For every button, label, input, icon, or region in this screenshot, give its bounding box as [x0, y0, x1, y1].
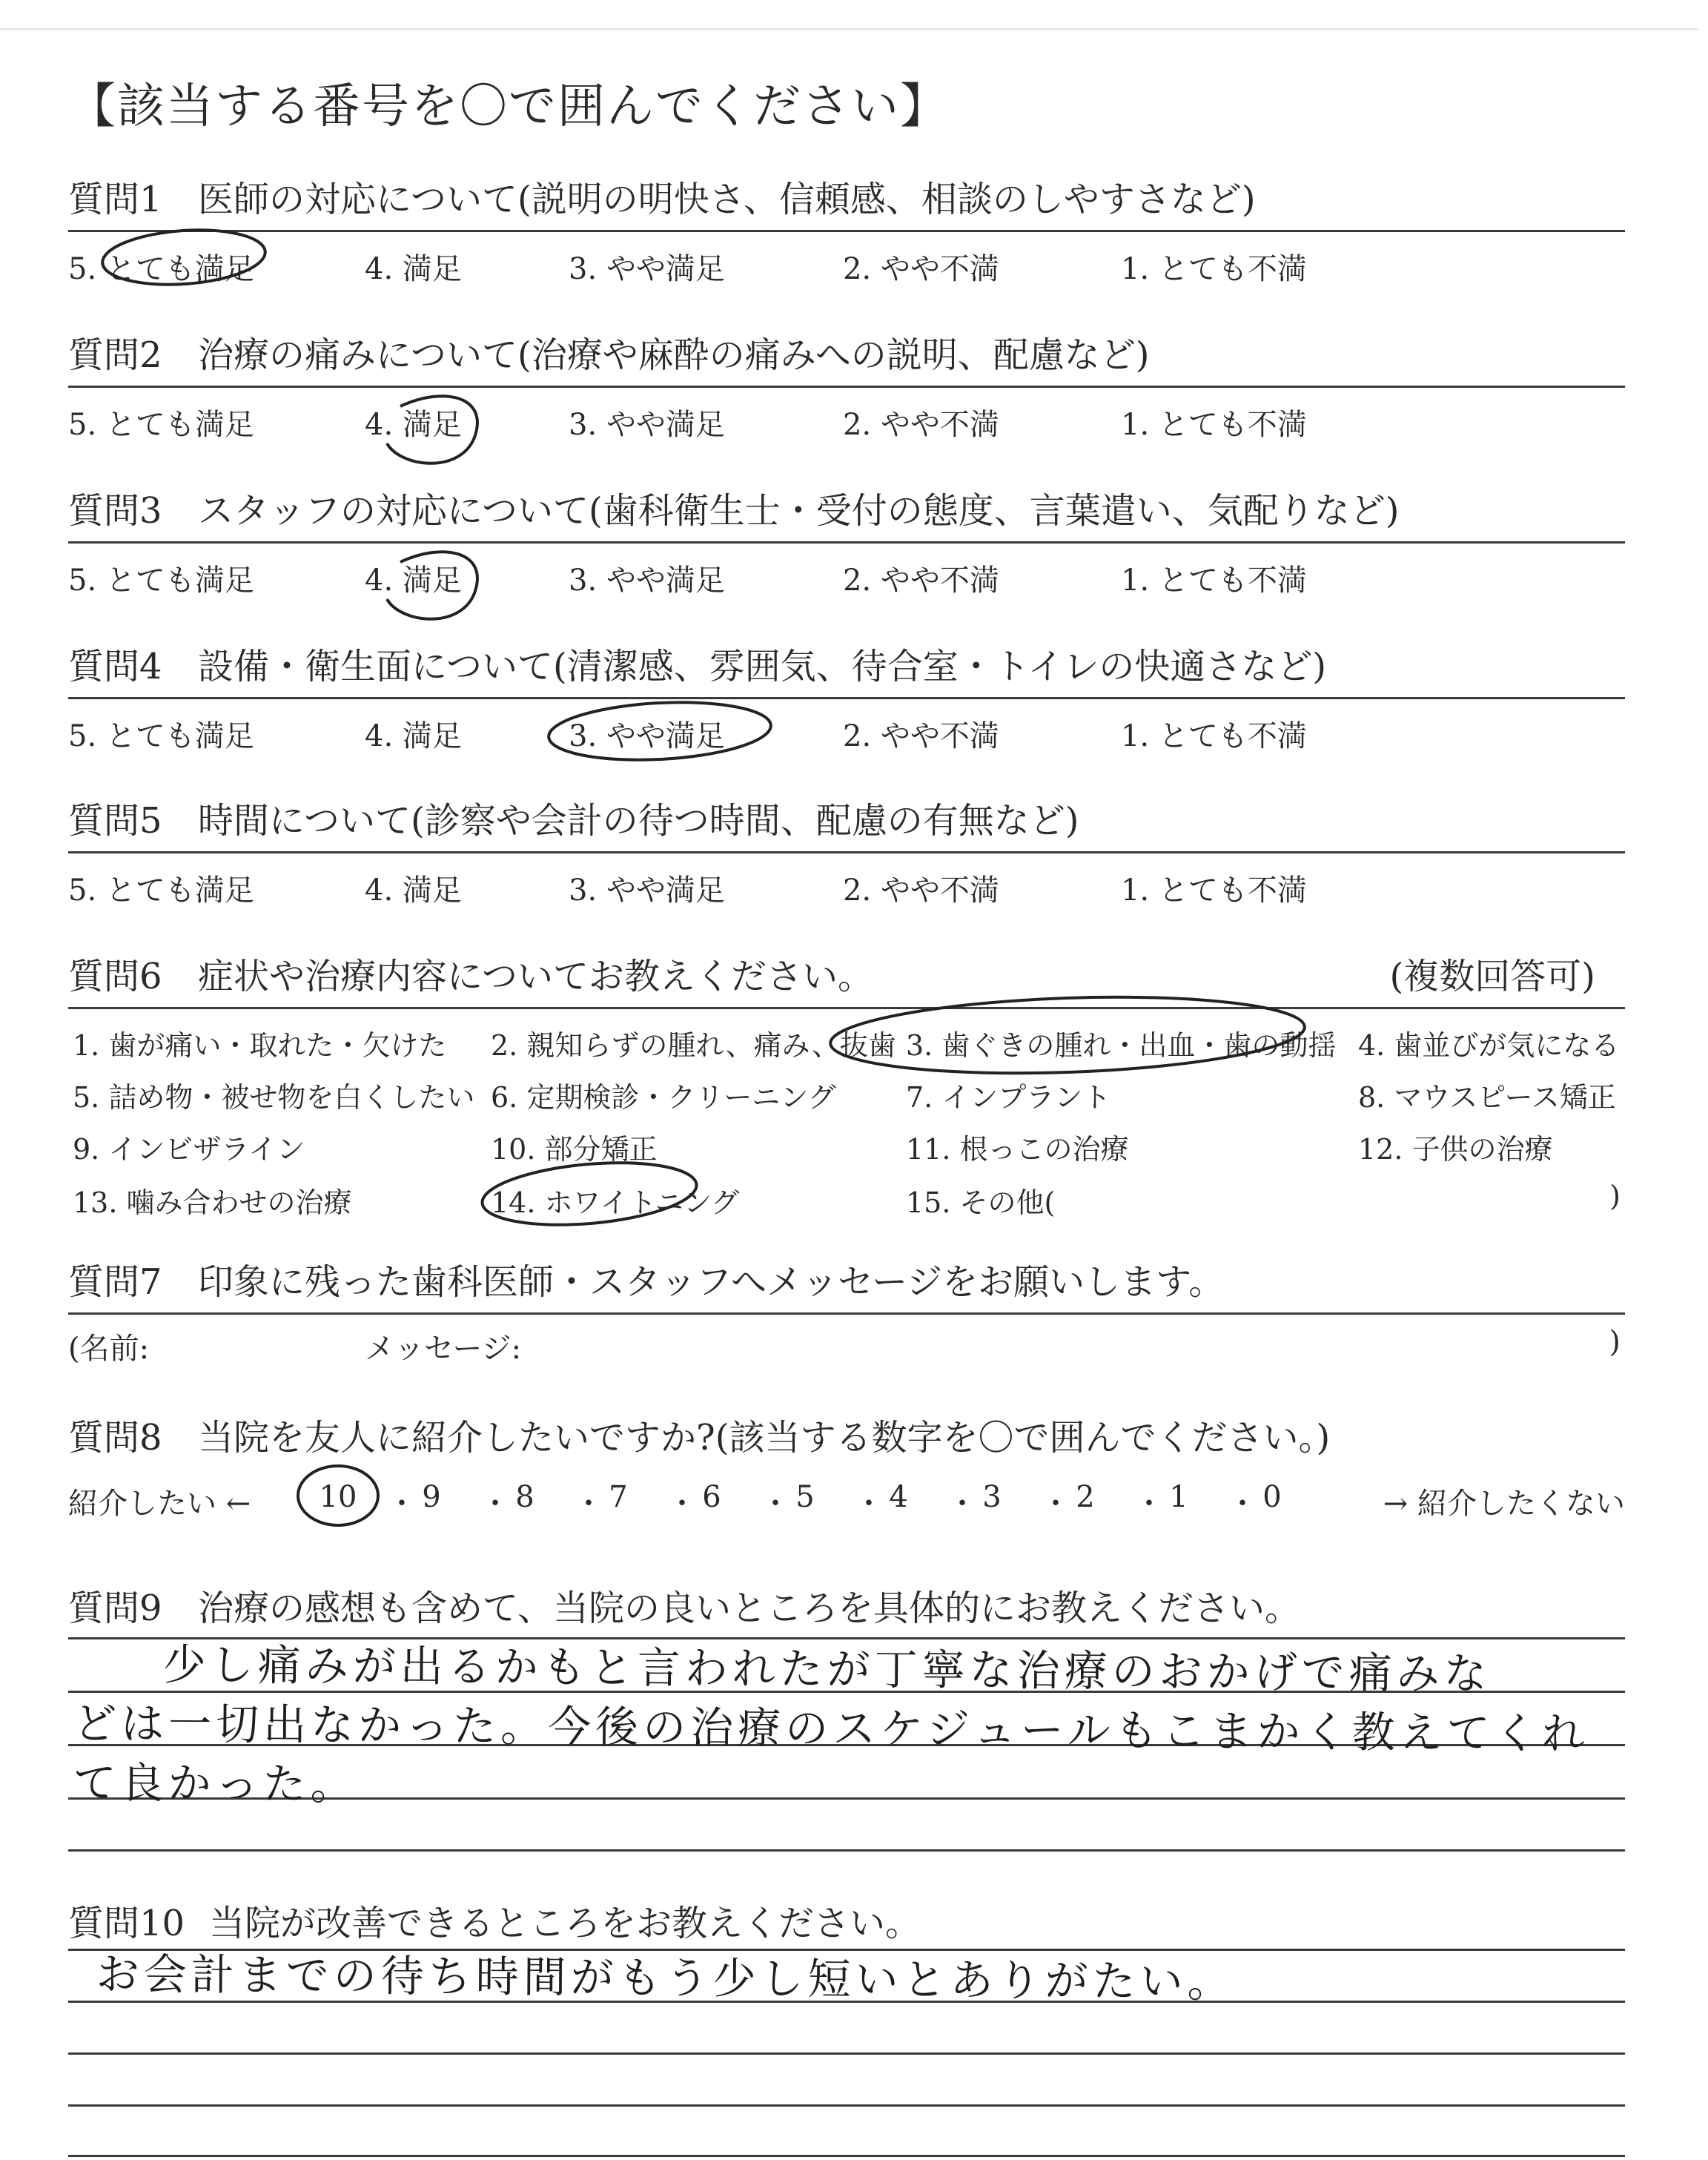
option-5[interactable]: 5. とても満足: [68, 719, 254, 753]
question-9: [68, 1579, 1625, 1639]
scan-edge: [0, 28, 1698, 30]
scale-option-8[interactable]: 8: [515, 1480, 534, 1514]
option-5[interactable]: 5. とても満足: [68, 408, 254, 442]
scale-option-5[interactable]: 5: [795, 1480, 815, 1514]
rule-line: [68, 697, 1625, 699]
symptom-item[interactable]: 6. 定期検診・クリーニング: [491, 1081, 836, 1114]
option-3[interactable]: 3. やや満足: [569, 252, 725, 286]
symptom-item[interactable]: 11. 根っこの治療: [906, 1133, 1129, 1166]
scale-right-label: → 紹介したくない: [1383, 1487, 1625, 1521]
rule-line: [68, 1007, 1625, 1009]
symptom-item[interactable]: 14. ホワイトニング: [491, 1186, 740, 1219]
question-text: 当院が改善できるところをお教えください。: [209, 1903, 921, 1944]
question-6: [68, 948, 1625, 1238]
scale-option-9[interactable]: 9: [422, 1480, 441, 1514]
option-3[interactable]: 3. やや満足: [569, 408, 725, 442]
question-text: 治療の感想も含めて、当院の良いところを具体的にお教えください。: [198, 1588, 1301, 1629]
scale-separator: ・: [480, 1487, 510, 1521]
scale-separator: ・: [667, 1487, 697, 1521]
question-2: [68, 326, 1625, 460]
question-text: 時間について(診察や会計の待つ時間、配慮の有無など): [198, 800, 1079, 842]
scale-option-0[interactable]: 0: [1262, 1480, 1282, 1514]
option-4[interactable]: 4. 満足: [365, 719, 462, 753]
option-3[interactable]: 3. やや満足: [569, 873, 725, 908]
rule-line: [68, 230, 1625, 232]
symptom-item[interactable]: 12. 子供の治療: [1358, 1133, 1553, 1166]
recommend-scale: [68, 1480, 1625, 1532]
scale-separator: ・: [387, 1487, 417, 1521]
scale-option-2[interactable]: 2: [1076, 1480, 1095, 1514]
option-4[interactable]: 4. 満足: [365, 252, 462, 286]
symptom-item[interactable]: 9. インビザライン: [73, 1133, 305, 1166]
message-label: メッセージ:: [365, 1332, 522, 1366]
option-5[interactable]: 5. とても満足: [68, 252, 254, 286]
symptom-item[interactable]: 3. 歯ぐきの腫れ・出血・歯の動揺: [906, 1029, 1337, 1062]
rule-line: [68, 851, 1625, 853]
question-number: 質問1: [68, 179, 162, 220]
answer-line: [68, 1849, 1625, 1852]
question-number: 質問10: [68, 1903, 185, 1944]
answer-line: [68, 2052, 1625, 2055]
question-text: 設備・衛生面について(清潔感、雰囲気、待合室・トイレの快適さなど): [198, 646, 1327, 687]
symptom-item[interactable]: 2. 親知らずの腫れ、痛み、抜歯: [491, 1029, 896, 1062]
question-10: [68, 1895, 1625, 1954]
scale-option-7[interactable]: 7: [609, 1480, 628, 1514]
symptom-item[interactable]: 10. 部分矯正: [491, 1133, 658, 1166]
rule-line: [68, 1312, 1625, 1315]
question-text: 医師の対応について(説明の明快さ、信頼感、相談のしやすさなど): [198, 179, 1256, 220]
rule-line: [68, 386, 1625, 388]
option-5[interactable]: 5. とても満足: [68, 564, 254, 598]
question-number: 質問2: [68, 334, 162, 376]
question-number: 質問3: [68, 490, 162, 532]
symptom-item[interactable]: 1. 歯が痛い・取れた・欠けた: [73, 1029, 447, 1062]
scale-option-10[interactable]: 10: [319, 1480, 357, 1514]
handwritten-line: お会計までの待ち時間がもう少し短いとありがたい。: [96, 1949, 1235, 2007]
option-2[interactable]: 2. やや不満: [843, 719, 999, 753]
question-number: 質問6: [68, 956, 162, 997]
scale-separator: ・: [1041, 1487, 1070, 1521]
scale-separator: ・: [574, 1487, 603, 1521]
page-title: 【該当する番号を〇で囲んでください】: [68, 79, 949, 134]
option-3[interactable]: 3. やや満足: [569, 564, 725, 598]
other-close-paren: ): [1609, 1180, 1621, 1212]
q10-answer-handwriting[interactable]: [73, 1944, 1623, 2015]
option-1[interactable]: 1. とても不満: [1121, 564, 1307, 598]
answer-line: [68, 2155, 1625, 2157]
scale-option-1[interactable]: 1: [1169, 1480, 1188, 1514]
question-1: [68, 171, 1625, 305]
handwritten-line: どは一切出なかった。今後の治療のスケジュールもこまかく教えてくれ: [73, 1697, 1589, 1760]
scale-option-6[interactable]: 6: [702, 1480, 721, 1514]
option-4[interactable]: 4. 満足: [365, 564, 462, 598]
handwritten-line: 少し痛みが出るかもと言われたが丁寧な治療のおかげで痛みな: [162, 1639, 1492, 1700]
symptom-item[interactable]: 8. マウスピース矯正: [1358, 1081, 1616, 1114]
option-2[interactable]: 2. やや不満: [843, 873, 999, 908]
question-4: [68, 638, 1625, 772]
scale-option-3[interactable]: 3: [982, 1480, 1002, 1514]
scale-separator: ・: [947, 1487, 977, 1521]
multiple-answers-note: (複数回答可): [1389, 956, 1595, 997]
question-text: 当院を友人に紹介したいですか?(該当する数字を〇で囲んでください。): [198, 1417, 1331, 1459]
question-text: 症状や治療内容についてお教えください。: [198, 956, 874, 997]
option-3[interactable]: 3. やや満足: [569, 719, 725, 753]
scale-left-label: 紹介したい ←: [68, 1487, 251, 1521]
question-number: 質問4: [68, 646, 162, 687]
scale-separator: ・: [1134, 1487, 1164, 1521]
question-7: [68, 1253, 1625, 1377]
scale-option-4[interactable]: 4: [889, 1480, 908, 1514]
symptom-item-other[interactable]: 15. その他(: [906, 1186, 1056, 1219]
option-1[interactable]: 1. とても不満: [1121, 408, 1307, 442]
q9-answer-handwriting[interactable]: [73, 1634, 1623, 1823]
option-2[interactable]: 2. やや不満: [843, 252, 999, 286]
question-number: 質問8: [68, 1417, 162, 1459]
question-number: 質問9: [68, 1588, 162, 1629]
option-1[interactable]: 1. とても不満: [1121, 252, 1307, 286]
option-5[interactable]: 5. とても満足: [68, 873, 254, 908]
scale-separator: ・: [761, 1487, 790, 1521]
answer-line: [68, 2104, 1625, 2107]
scale-separator: ・: [1228, 1487, 1257, 1521]
option-4[interactable]: 4. 満足: [365, 408, 462, 442]
message-close-paren: ): [1609, 1325, 1621, 1359]
handwritten-line: て良かった。: [73, 1757, 358, 1810]
option-2[interactable]: 2. やや不満: [843, 564, 999, 598]
symptom-item[interactable]: 7. インプラント: [906, 1081, 1111, 1114]
question-number: 質問7: [68, 1261, 162, 1303]
option-1[interactable]: 1. とても不満: [1121, 873, 1307, 908]
question-text: 治療の痛みについて(治療や麻酔の痛みへの説明、配慮など): [198, 334, 1150, 376]
question-text: 印象に残った歯科医師・スタッフへメッセージをお願いします。: [198, 1261, 1225, 1303]
question-text: スタッフの対応について(歯科衛生士・受付の態度、言葉遣い、気配りなど): [198, 490, 1400, 532]
scale-separator: ・: [854, 1487, 884, 1521]
option-2[interactable]: 2. やや不満: [843, 408, 999, 442]
symptom-item[interactable]: 13. 噛み合わせの治療: [73, 1186, 352, 1219]
option-4[interactable]: 4. 満足: [365, 873, 462, 908]
question-3: [68, 482, 1625, 616]
name-label: (名前:: [68, 1332, 150, 1366]
symptom-item[interactable]: 4. 歯並びが気になる: [1358, 1029, 1620, 1062]
symptom-item[interactable]: 5. 詰め物・被せ物を白くしたい: [73, 1081, 475, 1114]
rule-line: [68, 541, 1625, 544]
question-number: 質問5: [68, 800, 162, 842]
question-8: [68, 1409, 1625, 1532]
question-5: [68, 792, 1625, 926]
option-1[interactable]: 1. とても不満: [1121, 719, 1307, 753]
